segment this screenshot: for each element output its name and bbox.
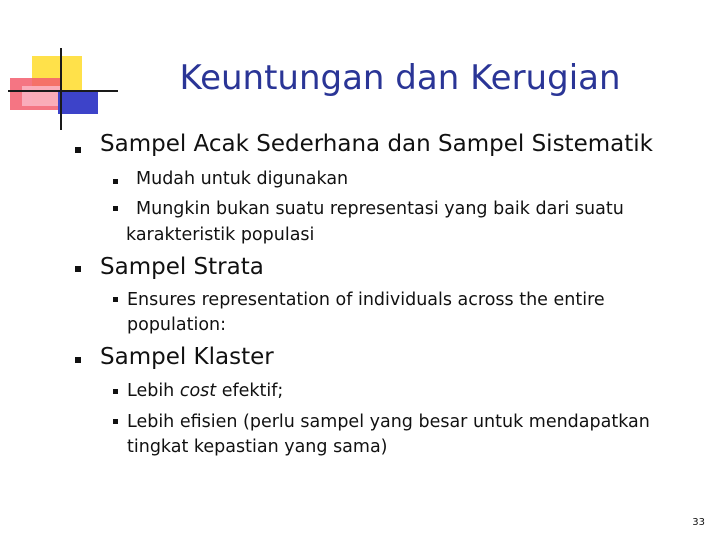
item-cost-efektif	[127, 379, 283, 403]
sub-bullet-icon	[113, 179, 118, 184]
decor-blue-square	[58, 92, 98, 114]
item-ensures-line2: population:	[127, 315, 227, 335]
item-cost-prefix: Lebih	[127, 381, 180, 401]
page-number: 33	[692, 517, 705, 528]
section-heading-acak: Sampel Acak Sederhana dan Sampel Sistematik	[100, 131, 653, 157]
item-efisien-line2: tingkat kepastian yang sama)	[127, 437, 388, 457]
section-heading-klaster: Sampel Klaster	[100, 344, 274, 370]
sub-bullet-icon	[113, 389, 118, 394]
item-cost-suffix: efektif;	[216, 381, 284, 401]
bullet-icon	[75, 266, 81, 272]
item-mungkin-line1: Mungkin bukan suatu representasi yang baik dari suatu	[136, 199, 624, 219]
sub-bullet-icon	[113, 206, 118, 211]
item-mungkin-line2: karakteristik populasi	[126, 225, 315, 245]
item-cost-italic: cost	[179, 381, 217, 401]
slide-title: Keuntungan dan Kerugian	[179, 58, 621, 98]
sub-bullet-icon	[113, 419, 118, 424]
item-ensures-line1: Ensures representation of individuals across the entire	[127, 290, 605, 310]
bullet-icon	[75, 147, 81, 153]
section-heading-strata: Sampel Strata	[100, 254, 264, 280]
decor-vertical-line	[60, 48, 62, 130]
decor-horizontal-line	[8, 90, 118, 92]
item-efisien-line1: Lebih efisien (perlu sampel yang besar untuk mendapatkan	[127, 412, 650, 432]
bullet-icon	[75, 357, 81, 363]
item-mudah: Mudah untuk digunakan	[136, 169, 349, 189]
decor-pink-square	[22, 86, 62, 106]
sub-bullet-icon	[113, 297, 118, 302]
